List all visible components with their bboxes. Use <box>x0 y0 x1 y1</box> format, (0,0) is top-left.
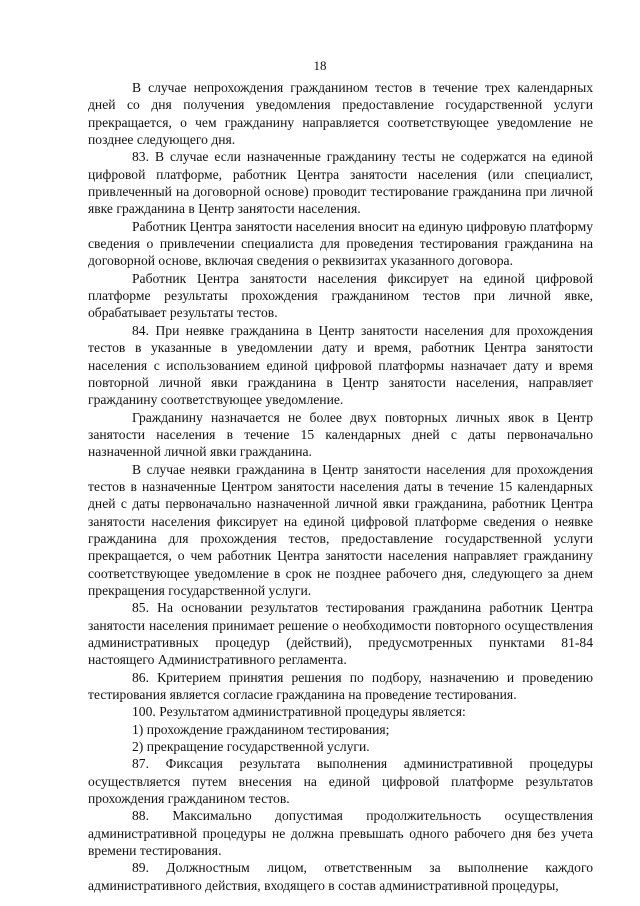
paragraph: 86. Критерием принятия решения по подбору, назначению и проведению тестирования является согласие гражданина на проведение тестирования. <box>88 669 593 703</box>
document-body <box>88 79 593 894</box>
paragraph: 83. В случае если назначенные гражданину тесты не содержатся на единой цифровой платформе, работник Центра занятости населения (или специалист, привлеченный на договорной основе) проводит тестирование гражданина при личной явке гражданина в Центр занятости населения. <box>88 149 593 217</box>
page-number: 18 <box>313 58 327 73</box>
paragraph: 84. При неявке гражданина в Центр занятости населения для прохождения тестов в указанные в уведомлении дату и время, работник Центра занятости населения с использованием единой цифровой платформы назначает дату и время повторной личной явки гражданина в Центр занятости населения, направляет гражданину соответствующее уведомление. <box>88 322 593 408</box>
paragraph: Работник Центра занятости населения фиксирует на единой цифровой платформе результаты прохождения гражданином тестов при личной явке, обрабатывает результаты тестов. <box>88 270 593 321</box>
paragraph: 85. На основании результатов тестирования гражданина работник Центра занятости населения принимает решение о необходимости повторного осуществления административных процедур (действий), предусмотренных пунктами 81-84 настоящего Административного регламента. <box>88 600 593 668</box>
list-item: 1) прохождение гражданином тестирования; <box>132 721 390 737</box>
paragraph: В случае непрохождения гражданином тестов в течение трех календарных дней со дня получения уведомления предоставление государственной услуги прекращается, о чем гражданину направляется соответствующее уведомление не позднее следующего дня. <box>88 80 593 148</box>
list-item: 2) прекращение государственной услуги. <box>132 739 370 755</box>
paragraph: 100. Результатом административной процедуры является: <box>132 704 466 720</box>
paragraph: 89. Должностным лицом, ответственным за выполнение каждого административного действия, входящего в состав административной процедуры, <box>88 860 593 893</box>
paragraph: Работник Центра занятости населения вносит на единую цифровую платформу сведения о привлечении специалиста для проведения тестирования гражданина на договорной основе, включая сведения о реквизитах указанного договора. <box>88 218 593 269</box>
paragraph: 88. Максимально допустимая продолжительность осуществления административной процедуры не должна превышать одного рабочего дня без учета времени тестирования. <box>88 808 593 859</box>
paragraph: Гражданину назначается не более двух повторных личных явок в Центр занятости населения в течение 15 календарных дней с даты первоначально назначенной личной явки гражданина. <box>88 409 593 460</box>
paragraph: В случае неявки гражданина в Центр занятости населения для прохождения тестов в назначенные Центром занятости населения даты в течение 15 календарных дней с даты первоначально назначенной личной явки гражданина, работник Центра занятости населения фиксирует на единой цифровой платформе сведения о неявке гражданина для прохождения тестов, предоставление государственной услуги прекращается, о чем работник Центра занятости населения направляет гражданину соответствующее уведомление в срок не позднее рабочего дня, следующего за днем прекращения государственной услуги. <box>88 461 593 598</box>
paragraph: 87. Фиксация результата выполнения административной процедуры осуществляется путем внесения на единой цифровой платформе результатов прохождения гражданином тестов. <box>88 756 593 807</box>
